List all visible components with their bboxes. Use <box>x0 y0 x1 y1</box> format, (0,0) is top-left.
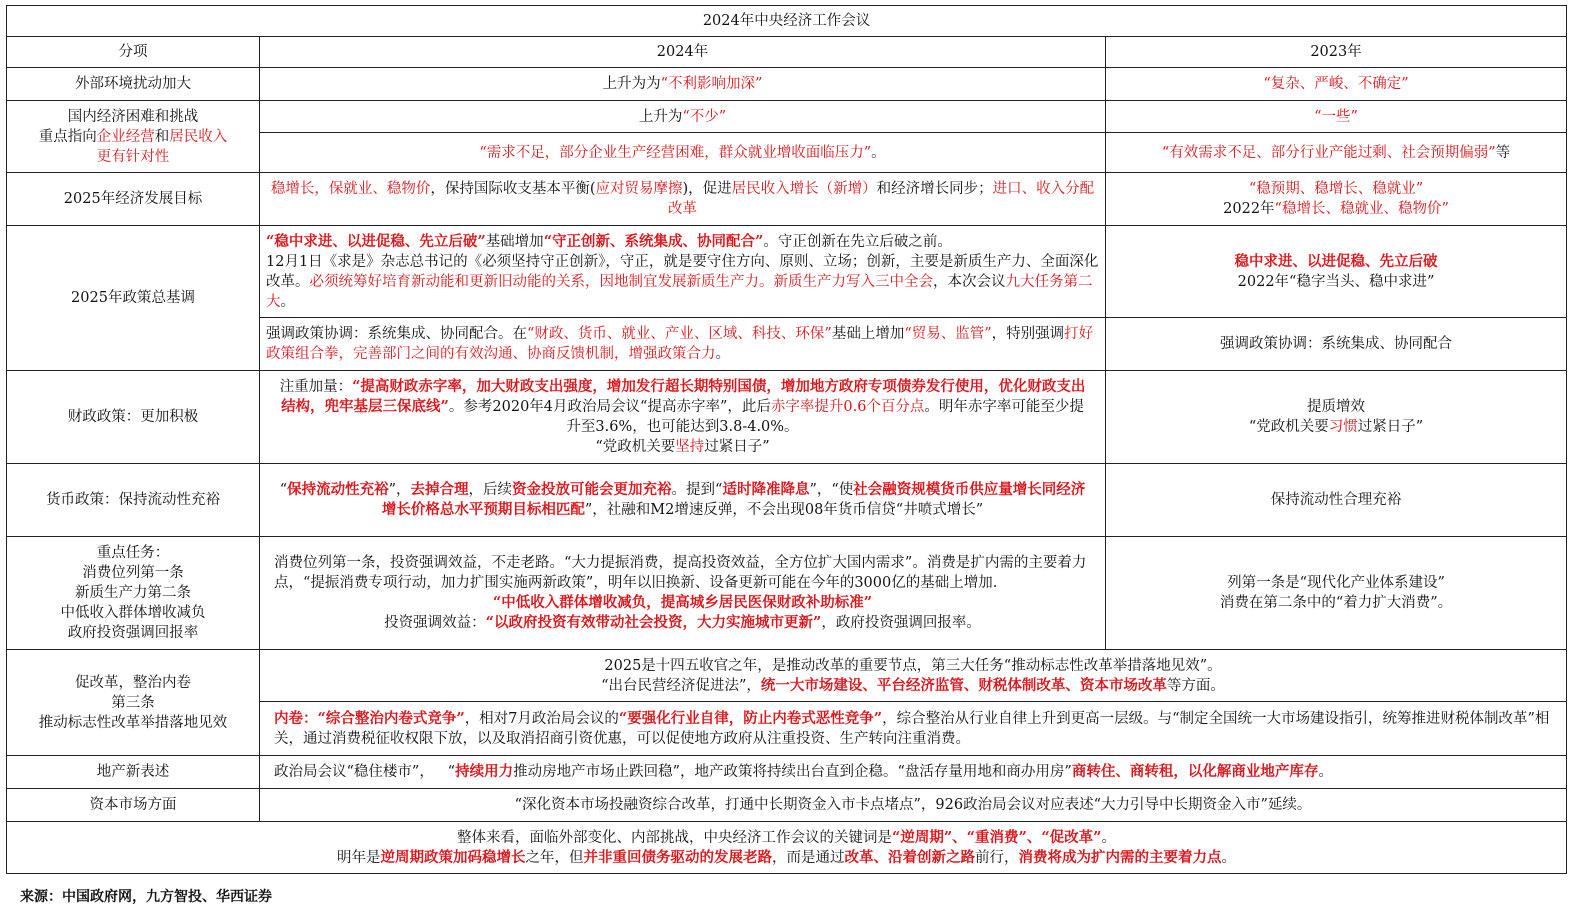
highlight-text: “财政、货币、就业、产业、区域、科技、环保” <box>527 326 832 342</box>
highlight-text: 适时降准降息 <box>722 481 810 498</box>
cell-tone-2024-main <box>260 226 1106 318</box>
text-segment: ，综合整治从行业自律上升到更高一层级。与“制定全国统一大市场建设指引，统筹推进财税体制改革”相关，通过消费税征收权限下放，以及取消招商引资优惠，可以促使地方政府从注重投资、生产转向注重消费。 <box>274 710 1550 747</box>
text-segment: 政治局会议“稳住楼市”， “ <box>274 764 456 780</box>
label-domestic-difficulties <box>7 101 260 173</box>
text-line <box>266 676 1560 696</box>
cell-tasks-2023 <box>1106 537 1567 650</box>
highlight-text: 资金投放可能会更加充裕 <box>512 481 672 498</box>
highlight-text: 消费将成为扩内需的主要着力点 <box>1018 848 1222 866</box>
label-capital-market: 资本市场方面 <box>7 789 260 822</box>
highlight-text: 必须统筹好培育新动能和更新旧动能的关系，因地制宜发展新质生产力。新质生产力写入三中全会 <box>309 273 933 290</box>
policy-comparison-table-wrapper <box>6 5 1566 874</box>
label-line: 促改革，整治内卷 <box>75 674 191 691</box>
label-line: 重点任务： <box>96 545 170 561</box>
highlight-text: 九大任务第二大 <box>266 273 1093 310</box>
label-monetary-policy: 货币政策：保持流动性充裕 <box>7 464 260 537</box>
label-line <box>13 127 253 147</box>
text-segment: 投资强调效益： <box>384 615 486 631</box>
highlight-text: “要强化行业自律，防止内卷式恶性竞争” <box>618 709 883 727</box>
text-segment: ，而是通过 <box>772 849 845 866</box>
label-key-tasks <box>7 537 260 650</box>
cell-goals-2023 <box>1106 173 1567 226</box>
text-segment: “党政机关要 <box>595 439 676 455</box>
text-line: 2025是十四五收官之年，是推动改革的重要节点，第三大任务“推动标志性改革举措落地见效”。 <box>604 657 1222 674</box>
text-segment: 推动房地产市场止跌回稳”，地产政策将持续出台直到企稳。“盘活存量用地和商办用房” <box>513 764 1072 780</box>
cell-fiscal-2024 <box>260 371 1106 464</box>
highlight-text: “贸易、监管” <box>904 326 992 342</box>
text-segment: 基础增加 <box>485 233 544 250</box>
text-line: 提质增效 <box>1307 399 1366 415</box>
cell-goals-2024 <box>260 173 1106 226</box>
text-line <box>1112 417 1560 437</box>
highlight-text: 更有针对性 <box>96 148 170 165</box>
cell-real-estate <box>260 756 1567 789</box>
row-key-tasks <box>7 537 1567 650</box>
highlight-text: 去掉合理 <box>410 481 469 498</box>
text-line: 消费在第二条中的“着力扩大消费”。 <box>1219 595 1453 611</box>
row-reform-top <box>7 650 1567 702</box>
text-segment: 重点指向 <box>38 128 97 145</box>
label-line: 中低收入群体增收减负 <box>60 605 206 621</box>
text-segment: “党政机关要 <box>1248 419 1329 435</box>
label-reform <box>7 650 260 756</box>
highlight-text: “以政府投资有效带动社会投资，大力实施城市更新” <box>485 614 822 631</box>
row-2025-goals <box>7 173 1567 226</box>
text-segment: ”， <box>388 482 411 498</box>
cell-reform-involution <box>260 702 1567 756</box>
text-segment: 。守正创新在先立后破之前。 <box>763 233 952 250</box>
text-segment: 。提到“ <box>671 482 723 498</box>
text-segment: 过紧日子” <box>704 439 770 455</box>
text-segment: 之年，但 <box>525 849 584 866</box>
text-segment: 等方面。 <box>1166 677 1225 694</box>
policy-comparison-table <box>6 5 1567 874</box>
cell-domestic-2023-detail <box>1106 133 1567 173</box>
highlight-text: “守正创新、系统集成、协同配合” <box>543 232 764 250</box>
highlight-text: 逆周期政策加码稳增长 <box>380 848 526 866</box>
cell-fiscal-2023 <box>1106 371 1567 464</box>
row-policy-tone-top <box>7 226 1567 318</box>
highlight-text: 内卷：“综合整治内卷式竞争” <box>274 709 465 727</box>
highlight-text: “需求不足，部分企业生产经营困难，群众就业增收面临压力” <box>479 144 872 161</box>
label-real-estate: 地产新表述 <box>7 756 260 789</box>
header-row <box>7 37 1567 68</box>
row-summary <box>7 822 1567 874</box>
text-segment: 。 <box>280 293 295 310</box>
highlight-text: 居民收入 <box>169 128 228 145</box>
row-domestic-top <box>7 101 1567 133</box>
text-segment: 和 <box>154 128 170 145</box>
highlight-text: 并非重回债务驱动的发展老路 <box>583 848 773 866</box>
label-policy-tone: 2025年政策总基调 <box>7 226 260 371</box>
highlight-text: 社会融资规模货币供应量增长同经济增长价格总水平预期目标相匹配 <box>381 481 1086 518</box>
text-segment: “出台民营经济促进法”， <box>601 677 761 694</box>
label-external-environment: 外部环境扰动加大 <box>7 68 260 101</box>
table-title: 2024年中央经济工作会议 <box>7 6 1567 37</box>
highlight-text: “稳中求进、以进促稳、先立后破” <box>266 232 486 250</box>
text-segment: 明年是 <box>337 849 381 866</box>
text-segment: 基础上增加 <box>831 326 905 342</box>
text-segment: 2022年 <box>1223 201 1275 217</box>
text-segment: 等 <box>1495 144 1511 161</box>
cell-external-2023: “复杂、严峻、不确定” <box>1106 68 1567 101</box>
highlight-text: 统一大市场建设、平台经济监管、财税体制改革、资本市场改革 <box>760 676 1167 694</box>
cell-tasks-2024 <box>260 537 1106 650</box>
highlight-text: 改革、沿着创新之路 <box>844 848 976 866</box>
highlight-text: 打好政策组合拳，完善部门之间的有效沟通、协商反馈机制，增强政策合力 <box>266 326 1094 362</box>
text-segment: ，本次会议 <box>933 273 1006 290</box>
text-segment: 过紧日子” <box>1357 419 1424 435</box>
text-line: 列第一条是“现代化产业体系建设” <box>1227 575 1445 591</box>
label-fiscal-policy: 财政政策：更加积极 <box>7 371 260 464</box>
row-capital-market <box>7 789 1567 822</box>
cell-external-2024 <box>260 68 1106 101</box>
label-line: 政府投资强调回报率 <box>67 625 199 641</box>
label-2025-goals: 2025年经济发展目标 <box>7 173 260 226</box>
cell-monetary-2024 <box>260 464 1106 537</box>
summary-line-2 <box>13 848 1560 868</box>
highlight-text: “稳增长、稳就业、稳物价” <box>1274 201 1449 217</box>
highlight-text: “中低收入群体增收减负，提高城乡居民医保财政补助标准” <box>492 594 873 611</box>
header-2024: 2024年 <box>260 37 1106 68</box>
goals-2022-line <box>1112 199 1560 219</box>
source-note: 来源：中国政府网，九方智投、华西证券 <box>20 889 272 905</box>
cell-monetary-2023: 保持流动性合理充裕 <box>1106 464 1567 537</box>
text-segment: 整体来看，面临外部变化、内部挑战，中央经济工作会议的关键词是 <box>456 829 892 846</box>
highlight-text: 坚持 <box>675 439 705 455</box>
cell-tone-2023-coordination: 强调政策协调：系统集成、协同配合 <box>1106 318 1567 371</box>
text-segment: 和经济增长同步； <box>876 181 993 197</box>
text-segment: 。参考2020年4月政治局会议“提高赤字率”，此后 <box>448 399 771 415</box>
row-real-estate <box>7 756 1567 789</box>
text-segment: 12月1日《求是》杂志总书记的《必须坚持守正创新》，守正，就是要守住方向、原则、立场；创新，主要是新质生产力、全面深化改革。 <box>266 253 1099 290</box>
text-segment: 。明年赤字率可能至少提升至3.6%，也可能达到3.8-4.0%。 <box>566 399 1084 435</box>
highlight-text: 居民收入增长（新增） <box>731 181 877 197</box>
text-segment: ，保持国际收支基本平衡( <box>430 181 596 197</box>
cell-summary <box>7 822 1567 874</box>
text-line: 2022年“稳字当头、稳中求进” <box>1237 273 1435 290</box>
highlight-text: 稳中求进、以进促稳、先立后破 <box>1234 252 1438 270</box>
highlight-text: 习惯 <box>1328 419 1358 435</box>
highlight-text: 企业经营 <box>96 128 155 145</box>
highlight-text: “不利影响加深” <box>660 76 763 92</box>
text-line: 消费位列第一条，投资强调效益，不走老路。“大力提振消费，提高投资效益，全方位扩大国内需求”。消费是扩内需的主要着力点，“提振消费专项行动，加力扩围实施两新政策”，明年以旧换新、设备更新可能在今年的3000亿的基础上增加. <box>274 555 1087 591</box>
text-segment: “ <box>279 482 288 498</box>
row-fiscal-policy <box>7 371 1567 464</box>
cell-domestic-2024-detail <box>260 133 1106 173</box>
cell-domestic-2024-level <box>260 101 1106 133</box>
highlight-text: “稳预期、稳增长、稳就业” <box>1248 181 1424 197</box>
highlight-text: “提高财政赤字率，加大财政支出强度，增加发行超长期特别国债，增加地方政府专项债券发行使用，优化财政支出结构，兜牢基层三保底线” <box>281 378 1086 415</box>
text-segment: 强调政策协调：系统集成、协同配合。在 <box>266 326 527 342</box>
text-segment: ”，社融和M2增速反弹，不会出现08年货币信贷“井喷式增长” <box>584 502 984 518</box>
text-segment: 。 <box>1221 849 1237 866</box>
text-segment: ，政府投资强调回报率。 <box>821 615 981 631</box>
label-line: 消费位列第一条 <box>82 565 184 581</box>
cell-tone-2024-coordination <box>260 318 1106 371</box>
highlight-text: 保持流动性充裕 <box>287 481 389 498</box>
label-line: 第三条 <box>111 694 155 711</box>
text-segment: 。 <box>715 346 730 362</box>
text-segment: )，促进 <box>682 181 732 197</box>
title-row <box>7 6 1567 37</box>
cell-reform-overview <box>260 650 1567 702</box>
text-segment: ，相对7月政治局会议的 <box>464 710 619 727</box>
label-line: 新质生产力第二条 <box>75 585 191 601</box>
highlight-text: 进口、收入分配改革 <box>668 181 1095 217</box>
text-segment: 。 <box>871 144 886 161</box>
row-external-environment <box>7 68 1567 101</box>
header-2023: 2023年 <box>1106 37 1567 68</box>
label-line: 国内经济困难和挑战 <box>67 108 199 125</box>
highlight-text: 赤字率提升0.6个百分点 <box>770 399 925 415</box>
text-segment: ，后续 <box>468 482 513 498</box>
cell-capital-market: “深化资本市场投融资综合改革，打通中长期资金入市卡点堵点”，926政治局会议对应表述“大力引导中长期资金入市”延续。 <box>260 789 1567 822</box>
header-item: 分项 <box>7 37 260 68</box>
label-line: 推动标志性改革举措落地见效 <box>38 714 228 731</box>
text-segment: ”，“使 <box>809 482 854 498</box>
cell-domestic-2023-level: “一些” <box>1106 101 1567 133</box>
text-segment: ，特别强调 <box>991 326 1065 342</box>
highlight-text: “逆周期”、“重消费”、“促改革” <box>891 828 1102 846</box>
text-line <box>274 613 1091 633</box>
highlight-text: 应对贸易摩擦 <box>595 181 683 197</box>
text-segment: 。 <box>1101 829 1117 846</box>
text-segment: 前行， <box>975 849 1019 866</box>
row-monetary-policy <box>7 464 1567 537</box>
text-segment: 上升为 <box>638 108 683 125</box>
text-segment: 上升为为 <box>602 76 661 92</box>
highlight-text: 商转住、商转租，以化解商业地产库存 <box>1071 763 1319 780</box>
cell-tone-2023-main <box>1106 226 1567 318</box>
text-segment: 。 <box>1318 764 1333 780</box>
highlight-text: 持续用力 <box>455 763 514 780</box>
summary-line-1 <box>13 828 1560 848</box>
highlight-text: “不少” <box>682 108 727 125</box>
text-segment: 注重加量： <box>279 379 353 395</box>
highlight-text: 稳增长，保就业、稳物价 <box>270 181 431 197</box>
highlight-text: “有效需求不足、部分行业产能过剩、社会预期偏弱” <box>1161 144 1496 161</box>
